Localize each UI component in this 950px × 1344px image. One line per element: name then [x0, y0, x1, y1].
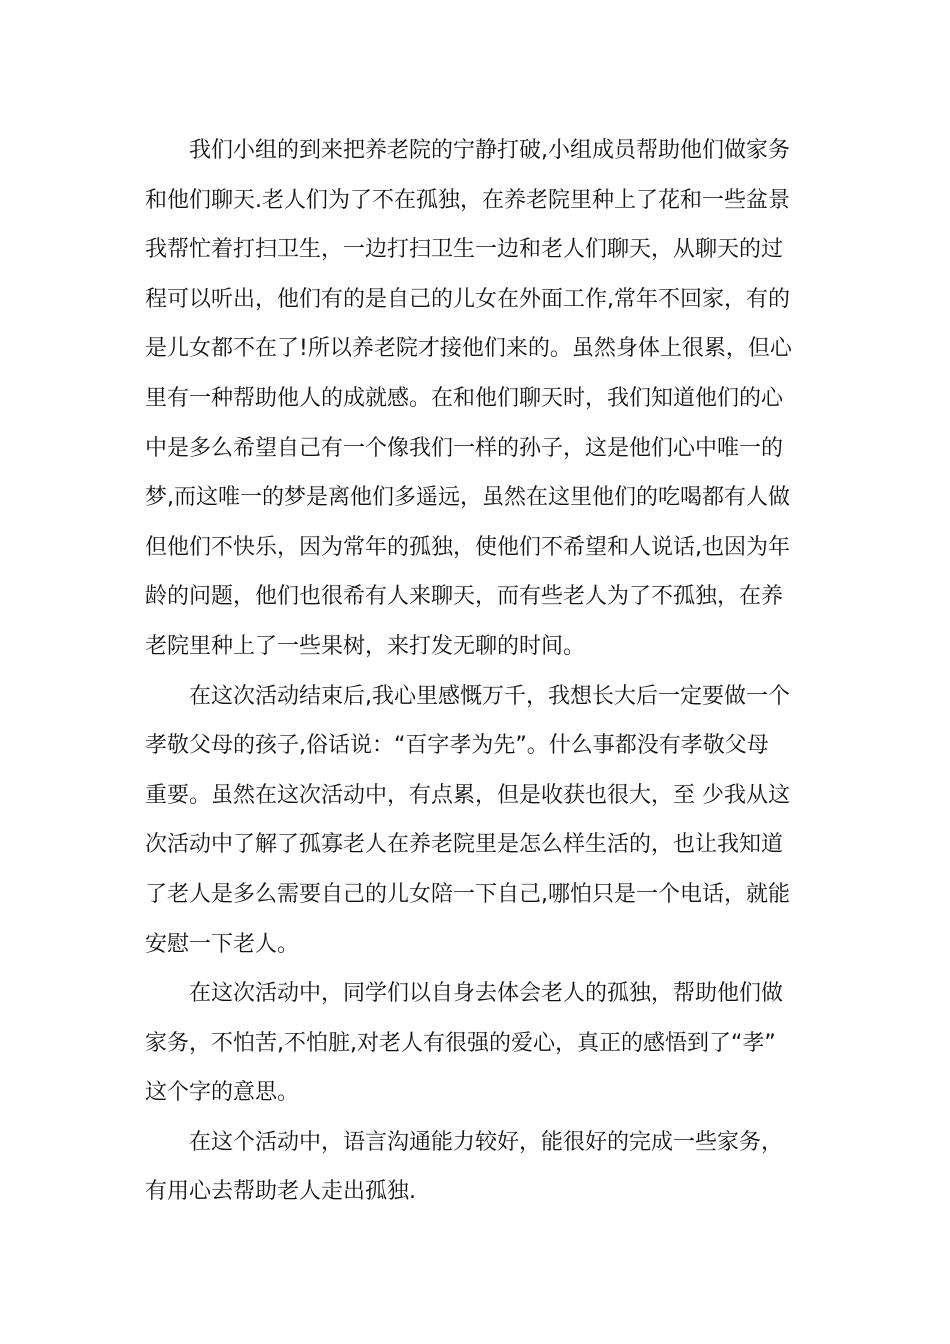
- text-line: 我们小组的到来把养老院的宁静打破,小组成员帮助他们做家务: [189, 138, 790, 163]
- text-line: 有用心去帮助老人走出孤独.: [145, 1179, 416, 1205]
- paragraph-4: [145, 1118, 810, 1217]
- text-line: 但他们不快乐，因为常年的孤独，使他们不希望和人说话,也因为年: [145, 534, 790, 560]
- text-line: 在这次活动结束后,我心里感慨万千，我想长大后一定要做一个: [189, 683, 790, 709]
- text-line: 这个字的意思。: [145, 1080, 300, 1106]
- text-line: 安慰一下老人。: [145, 931, 300, 957]
- text-line: 龄的问题，他们也很希有人来聊天，而有些老人为了不孤独，在养: [145, 584, 784, 610]
- text-line: 在这次活动中，同学们以自身去体会老人的孤独，帮助他们做: [189, 981, 784, 1007]
- text-line: 里有一种帮助他人的成就感。在和他们聊天时，我们知道他们的心: [145, 385, 784, 411]
- text-line: 是儿女都不在了!所以养老院才接他们来的。虽然身体上很累，但心: [145, 336, 792, 362]
- paragraph-1: [145, 126, 810, 672]
- text-line: 在这个活动中，语言沟通能力较好，能很好的完成一些家务，: [189, 1129, 784, 1155]
- text-line: 中是多么希望自己有一个像我们一样的孙子，这是他们心中唯一的: [145, 435, 784, 461]
- document-body: [145, 126, 810, 1217]
- text-line: 我帮忙着打扫卫生，一边打扫卫生一边和老人们聊天，从聊天的过: [145, 237, 784, 263]
- text-line: 梦,而这唯一的梦是离他们多遥远，虽然在这里他们的吃喝都有人做: [145, 485, 790, 511]
- text-line: 家务，不怕苦,不怕脏,对老人有很强的爱心，真正的感悟到了“孝”: [145, 1030, 776, 1056]
- text-line: 程可以听出，他们有的是自己的儿女在外面工作,常年不回家，有的: [145, 286, 790, 312]
- paragraph-3: [145, 969, 810, 1118]
- text-line: 和他们聊天.老人们为了不在孤独，在养老院里种上了花和一些盆景: [145, 187, 790, 213]
- text-line: 了老人是多么需要自己的儿女陪一下自己,哪怕只是一个电话，就能: [145, 881, 790, 907]
- text-line: 老院里种上了一些果树，来打发无聊的时间。: [145, 633, 586, 659]
- paragraph-2: [145, 672, 810, 970]
- text-line: 重要。虽然在这次活动中，有点累，但是收获也很大，至 少我从这: [145, 782, 790, 808]
- text-line: 孝敬父母的孩子,俗话说：“百字孝为先”。什么事都没有孝敬父母: [145, 733, 769, 759]
- text-line: 次活动中了解了孤寡老人在养老院里是怎么样生活的，也让我知道: [145, 832, 784, 858]
